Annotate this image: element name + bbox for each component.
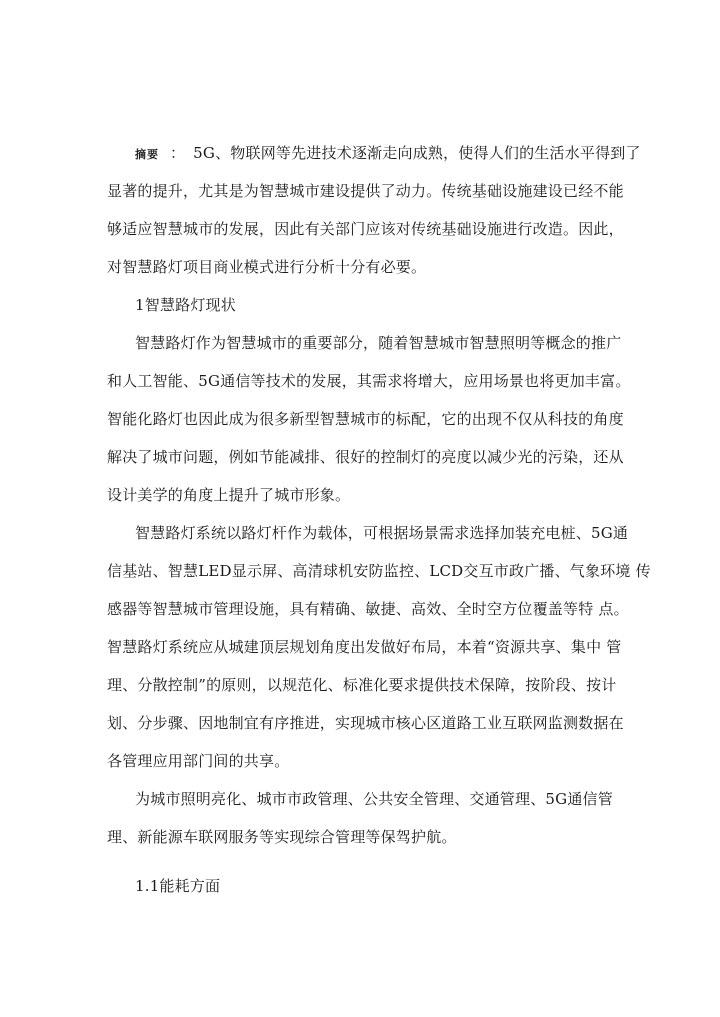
abstract-label: 摘要 [135,148,159,161]
abstract-text: 5G、物联网等先进技术逐渐走向成熟，使得人们的生活水平得到了 [193,144,641,162]
abstract-line-2: 显著的提升，尤其是为智慧城市建设提供了动力。传统基础设施建设已经不能 [107,182,624,200]
paragraph-line: 智慧路灯作为智慧城市的重要部分，随着智慧城市智慧照明等概念的推广 [135,334,622,352]
paragraph-line: 感器等智慧城市管理设施，具有精确、敏捷、高效、全时空方位覆盖等特 点。 [107,600,629,618]
paragraph-line: 设计美学的角度上提升了城市形象。 [107,486,351,504]
paragraph-line: 和人工智能、5G通信等技术的发展，其需求将增大，应用场景也将更加丰富。 [107,372,631,390]
subsection-heading: 1.1能耗方面 [135,877,221,895]
paragraph-line: 智能化路灯也因此成为很多新型智慧城市的标配，它的出现不仅从科技的角度 [107,410,624,428]
abstract-line-4: 对智慧路灯项目商业模式进行分析十分有必要。 [107,258,427,276]
paragraph-line: 信基站、智慧LED显示屏、高清球机安防监控、LCD交互市政广播、气象环境 传 [107,562,651,580]
paragraph-line: 理、新能源车联网服务等实现综合管理等保驾护航。 [107,828,457,846]
abstract-line-1 [135,143,641,165]
paragraph-line: 为城市照明亮化、城市市政管理、公共安全管理、交通管理、5G通信管 [135,790,613,808]
abstract-line-3: 够适应智慧城市的发展，因此有关部门应该对传统基础设施进行改造。因此， [107,220,624,238]
paragraph-line: 智慧路灯系统应从城建顶层规划角度出发做好布局，本着“资源共享、集中 管 [107,638,622,656]
paragraph-line: 各管理应用部门间的共享。 [107,752,290,770]
paragraph-line: 理、分散控制”的原则，以规范化、标准化要求提供技术保障，按阶段、按计 [107,676,617,694]
section-heading: 1智慧路灯现状 [135,296,236,314]
abstract-colon: ： [169,144,186,162]
paragraph-line: 智慧路灯系统以路灯杆作为载体，可根据场景需求选择加装充电桩、5G通 [135,524,629,542]
paragraph-line: 解决了城市问题，例如节能减排、很好的控制灯的亮度以减少光的污染，还从 [107,448,624,466]
paragraph-line: 划、分步骤、因地制宜有序推进，实现城市核心区道路工业互联网监测数据在 [107,714,624,732]
